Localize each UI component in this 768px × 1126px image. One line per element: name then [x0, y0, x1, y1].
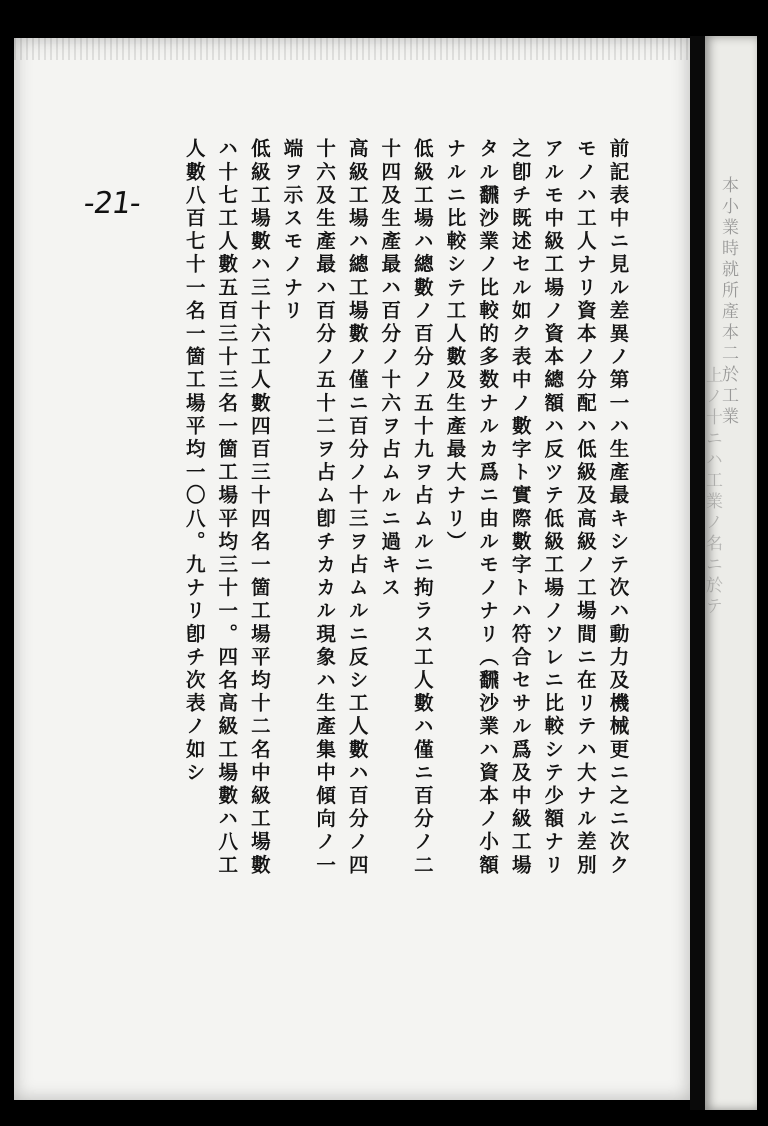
document-page — [14, 38, 690, 1100]
text-column: タル飜沙業ノ比較的多数ナルカ爲ニ由ルモノナリ（飜沙業ハ資本ノ小額 — [476, 138, 500, 878]
text-column: 端ヲ示スモノナリ — [280, 138, 304, 323]
text-column: ナルニ比較シテ工人數及生產最大ナリ） — [443, 138, 467, 554]
text-column: モノハ工人ナリ資本ノ分配ハ低級及高級ノ工場間ニ在リテハ大ナル差別 — [573, 138, 597, 878]
text-column: 高級工場ハ總工場數ノ僅ニ百分ノ十三ヲ占ムルニ反シ工人數ハ百分ノ四 — [345, 138, 369, 878]
page-number: -21- — [81, 186, 143, 221]
text-column: 前記表中ニ見ル差異ノ第一ハ生產最キシテ次ハ動力及機械更ニ之ニ次ク — [606, 138, 630, 878]
text-column: 低級工場數ハ三十六工人數四百三十四名一箇工場平均十二名中級工場數 — [247, 138, 271, 878]
text-column: 之卽チ既述セル如ク表中ノ數字ト實際數字トハ符合セサル爲及中級工場 — [508, 138, 532, 878]
text-column: 十六及生產最ハ百分ノ五十二ヲ占ム卽チカカル現象ハ生產集中傾向ノ一 — [313, 138, 337, 878]
bleed-through-text: 上ノ十ニハ工業ノ名ニ於テ — [702, 366, 722, 618]
text-column: ハ十七工人數五百三十三名一箇工場平均三十一。四名高級工場數ハ八工 — [215, 138, 239, 878]
text-column: 人數八百七十一名一箇工場平均一〇八。九ナリ卽チ次表ノ如シ — [182, 138, 206, 785]
text-column: 低級工場ハ總數ノ百分ノ五十九ヲ占ムルニ拘ラス工人數ハ僅ニ百分ノ二 — [410, 138, 434, 878]
bleed-through-text: 本小業時就所產本二於工業 — [718, 176, 738, 428]
text-column: アルモ中級工場ノ資本總額ハ反ツテ低級工場ノソレニ比較シテ少額ナリ — [541, 138, 565, 878]
adjacent-page-edge — [702, 36, 757, 1110]
text-column: 十四及生產最ハ百分ノ十六ヲ占ムルニ過キス — [378, 138, 402, 600]
